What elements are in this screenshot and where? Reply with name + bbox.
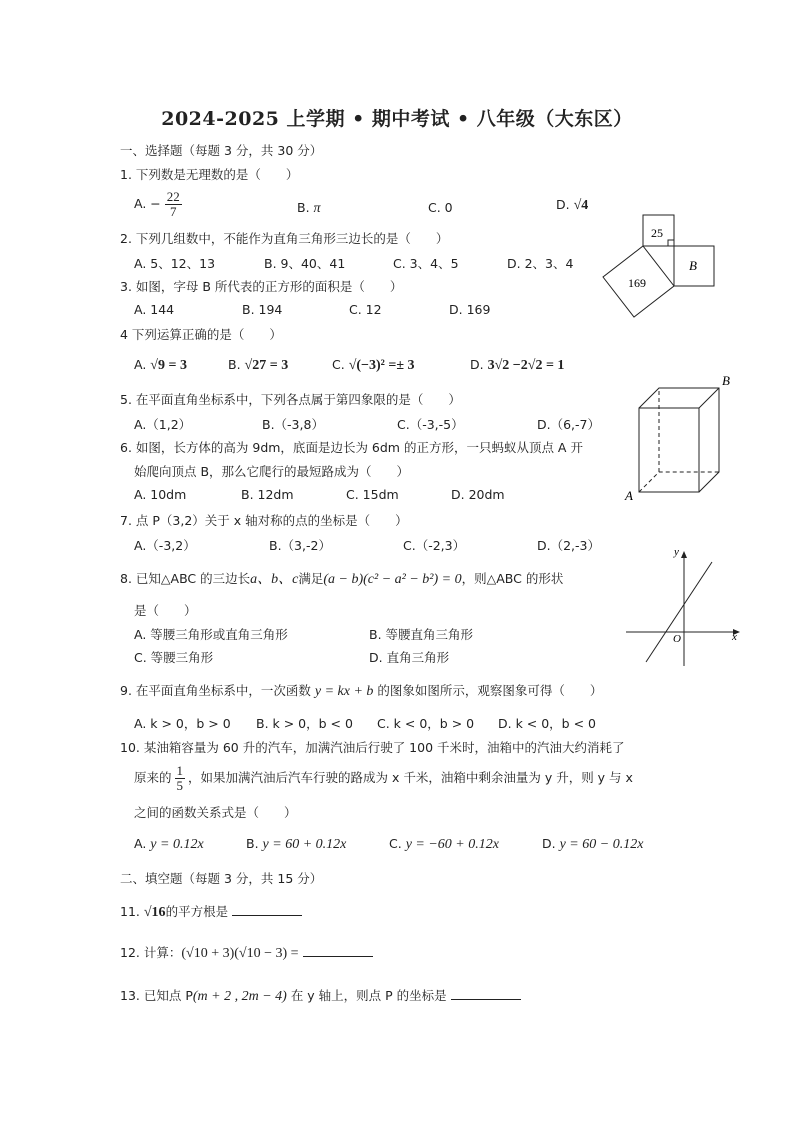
cuboid-hidden-bottom bbox=[639, 472, 719, 492]
q9-graph-figure bbox=[624, 546, 744, 670]
q9-option-b: B. k > 0，b < 0 bbox=[256, 716, 353, 731]
y-axis-arrow bbox=[681, 551, 687, 558]
q10-option-b bbox=[246, 836, 346, 853]
q8-option-b: B. 等腰直角三角形 bbox=[369, 627, 474, 642]
q12-answer-blank[interactable] bbox=[303, 944, 373, 957]
q11-expr: √16 bbox=[143, 905, 166, 920]
q6-option-d: D. 20dm bbox=[451, 487, 505, 502]
q8-stem-mid: 满足 bbox=[298, 571, 324, 586]
q3-option-c: C. 12 bbox=[349, 302, 382, 317]
q8-stem-pre: 8. 已知△ABC 的三边长 bbox=[120, 571, 251, 586]
q10-b-expr: y = 60 + 0.12x bbox=[262, 837, 347, 852]
q10-option-a bbox=[134, 836, 204, 853]
q8-stem-line2: 是（ ） bbox=[134, 603, 197, 618]
q1-a-num: 22 bbox=[166, 189, 180, 204]
q11-answer-blank[interactable] bbox=[232, 903, 302, 916]
q7-stem: 7. 点 P（3,2）关于 x 轴对称的点的坐标是（ ） bbox=[120, 513, 408, 528]
q3-stem: 3. 如图，字母 B 所代表的正方形的面积是（ ） bbox=[120, 279, 403, 294]
q6-option-b: B. 12dm bbox=[241, 487, 294, 502]
vertex-a-label: A bbox=[625, 488, 633, 503]
q13 bbox=[120, 986, 521, 1005]
label-25: 25 bbox=[651, 226, 663, 240]
q3-option-d: D. 169 bbox=[449, 302, 491, 317]
label-169: 169 bbox=[628, 276, 646, 290]
q2-option-d: D. 2、3、4 bbox=[507, 256, 574, 271]
q8-option-a: A. 等腰三角形或直角三角形 bbox=[134, 627, 288, 642]
q1-b-prefix: B. bbox=[297, 200, 310, 215]
q10-stem2-pre: 原来的 bbox=[134, 770, 172, 785]
q13-expr: (m + 2 , 2m − 4) bbox=[192, 989, 287, 1004]
q4-option-a bbox=[134, 357, 187, 374]
q7-option-b: B.（3,-2） bbox=[269, 538, 331, 553]
q9-stem-post: 的图象如图所示，观察图象可得（ ） bbox=[377, 683, 603, 698]
q6-cuboid-figure bbox=[620, 372, 740, 504]
q10-fraction bbox=[175, 764, 186, 793]
q8-option-d: D. 直角三角形 bbox=[369, 650, 450, 665]
q6-stem-line1: 6. 如图，长方体的高为 9dm，底面是边长为 6dm 的正方形，一只蚂蚁从顶点 A 开 bbox=[120, 440, 583, 455]
q8-stem-post: ，则△ABC 的形状 bbox=[461, 571, 564, 586]
y-axis-label: y bbox=[674, 546, 679, 558]
label-b: B bbox=[689, 258, 697, 273]
q5-option-d: D.（6,-7） bbox=[537, 417, 600, 432]
q6-stem-line2: 始爬向顶点 B，那么它爬行的最短路成为（ ） bbox=[134, 464, 410, 479]
q1-a-den: 7 bbox=[170, 204, 177, 219]
q1-stem: 1. 下列数是无理数的是（ ） bbox=[120, 167, 299, 182]
q2-stem: 2. 下列几组数中，不能作为直角三角形三边长的是（ ） bbox=[120, 231, 449, 246]
q4-stem: 4 下列运算正确的是（ ） bbox=[120, 327, 282, 342]
cuboid-top-right-edge bbox=[699, 388, 719, 408]
q10-b-prefix: B. bbox=[246, 836, 259, 851]
q10-a-prefix: A. bbox=[134, 836, 147, 851]
q13-prefix: 13. 已知点 P bbox=[120, 988, 193, 1003]
q10-stem2-post: ，如果加满汽油后汽车行驶的路成为 x 千米，油箱中剩余油量为 y 升，则 y 与 x bbox=[188, 770, 633, 785]
q5-option-c: C.（-3,-5） bbox=[397, 417, 464, 432]
cuboid-front-face bbox=[639, 408, 699, 492]
q4-c-prefix: C. bbox=[332, 357, 345, 372]
q5-option-a: A.（1,2） bbox=[134, 417, 192, 432]
q12-expr: (√10 + 3)(√10 − 3) = bbox=[181, 946, 299, 961]
q7-option-a: A.（-3,2） bbox=[134, 538, 196, 553]
q1-d-prefix: D. bbox=[556, 197, 570, 212]
q10-frac-den: 5 bbox=[176, 778, 184, 793]
vertex-b-label: B bbox=[722, 373, 730, 388]
q12-prefix: 12. 计算： bbox=[120, 945, 182, 960]
q11-text: 的平方根是 bbox=[165, 904, 229, 919]
q1-option-d bbox=[556, 197, 588, 214]
q10-stem-line1: 10. 某油箱容量为 60 升的汽车，加满汽油后行驶了 100 千米时，油箱中的汽油大约消耗了 bbox=[120, 740, 625, 755]
q4-option-d bbox=[470, 357, 564, 374]
origin-label: O bbox=[673, 633, 681, 645]
q10-d-prefix: D. bbox=[542, 836, 556, 851]
q10-a-expr: y = 0.12x bbox=[150, 837, 204, 852]
q7-option-d: D.（2,-3） bbox=[537, 538, 600, 553]
q13-answer-blank[interactable] bbox=[451, 987, 521, 1000]
q9-equation: y = kx + b bbox=[314, 684, 374, 699]
q1-option-a bbox=[134, 190, 182, 219]
q10-c-prefix: C. bbox=[389, 836, 402, 851]
q1-a-prefix: A. − bbox=[134, 196, 161, 211]
q8-equation: (a − b)(c² − a² − b²) = 0 bbox=[323, 572, 462, 587]
page-title: 2024-2025 上学期 • 期中考试 • 八年级（大东区） bbox=[161, 108, 633, 130]
q9-stem-pre: 9. 在平面直角坐标系中，一次函数 bbox=[120, 683, 311, 698]
q8-vars: a、b、c bbox=[250, 572, 299, 587]
q10-option-d bbox=[542, 836, 643, 853]
q3-option-a: A. 144 bbox=[134, 302, 175, 317]
q1-b-value: π bbox=[313, 201, 321, 216]
q10-stem-line3: 之间的函数关系式是（ ） bbox=[134, 805, 297, 820]
q9-option-d: D. k < 0，b < 0 bbox=[498, 716, 596, 731]
q3-option-b: B. 194 bbox=[242, 302, 283, 317]
q4-a-expr: √9 = 3 bbox=[150, 358, 187, 373]
q9-option-a: A. k > 0，b > 0 bbox=[134, 716, 231, 731]
q8-option-c: C. 等腰三角形 bbox=[134, 650, 214, 665]
q2-option-c: C. 3、4、5 bbox=[393, 256, 459, 271]
q4-d-prefix: D. bbox=[470, 357, 484, 372]
q4-option-c bbox=[332, 357, 415, 374]
right-angle-mark bbox=[668, 240, 674, 246]
q6-option-a: A. 10dm bbox=[134, 487, 187, 502]
q9-stem bbox=[120, 681, 602, 700]
q5-stem: 5. 在平面直角坐标系中，下列各点属于第四象限的是（ ） bbox=[120, 392, 461, 407]
q4-b-expr: √27 = 3 bbox=[244, 358, 289, 373]
section-heading-fill: 二、填空题（每题 3 分，共 15 分） bbox=[120, 871, 323, 886]
q6-option-c: C. 15dm bbox=[346, 487, 399, 502]
q11 bbox=[120, 902, 302, 921]
q8-stem-line1 bbox=[120, 568, 563, 588]
q11-num: 11. bbox=[120, 904, 140, 919]
x-axis-label: x bbox=[732, 631, 737, 643]
q4-option-b bbox=[228, 357, 288, 374]
q13-text: 在 y 轴上，则点 P 的坐标是 bbox=[290, 988, 447, 1003]
q10-frac-num: 1 bbox=[176, 763, 184, 778]
q4-b-prefix: B. bbox=[228, 357, 241, 372]
q7-option-c: C.（-2,3） bbox=[403, 538, 466, 553]
q9-option-c: C. k < 0，b > 0 bbox=[377, 716, 475, 731]
q1-d-value: √4 bbox=[573, 198, 589, 213]
q3-squares-figure bbox=[598, 210, 720, 322]
cuboid-back-edges bbox=[639, 388, 719, 492]
q1-a-fraction bbox=[165, 190, 182, 219]
q4-d-expr: 3√2 −2√2 = 1 bbox=[487, 358, 565, 373]
q10-c-expr: y = −60 + 0.12x bbox=[405, 837, 499, 852]
q10-d-expr: y = 60 − 0.12x bbox=[559, 837, 644, 852]
q5-option-b: B.（-3,8） bbox=[262, 417, 324, 432]
function-line bbox=[646, 562, 712, 662]
q12 bbox=[120, 943, 373, 962]
q1-option-b bbox=[297, 200, 321, 217]
q10-option-c bbox=[389, 836, 499, 853]
q2-option-a: A. 5、12、13 bbox=[134, 256, 216, 271]
q2-option-b: B. 9、40、41 bbox=[264, 256, 346, 271]
q4-c-expr: √(−3)² =± 3 bbox=[348, 358, 415, 373]
q10-stem-line2 bbox=[134, 764, 633, 793]
q4-a-prefix: A. bbox=[134, 357, 147, 372]
section-heading-choice: 一、选择题（每题 3 分，共 30 分） bbox=[120, 143, 323, 158]
q1-option-c: C. 0 bbox=[428, 200, 453, 215]
